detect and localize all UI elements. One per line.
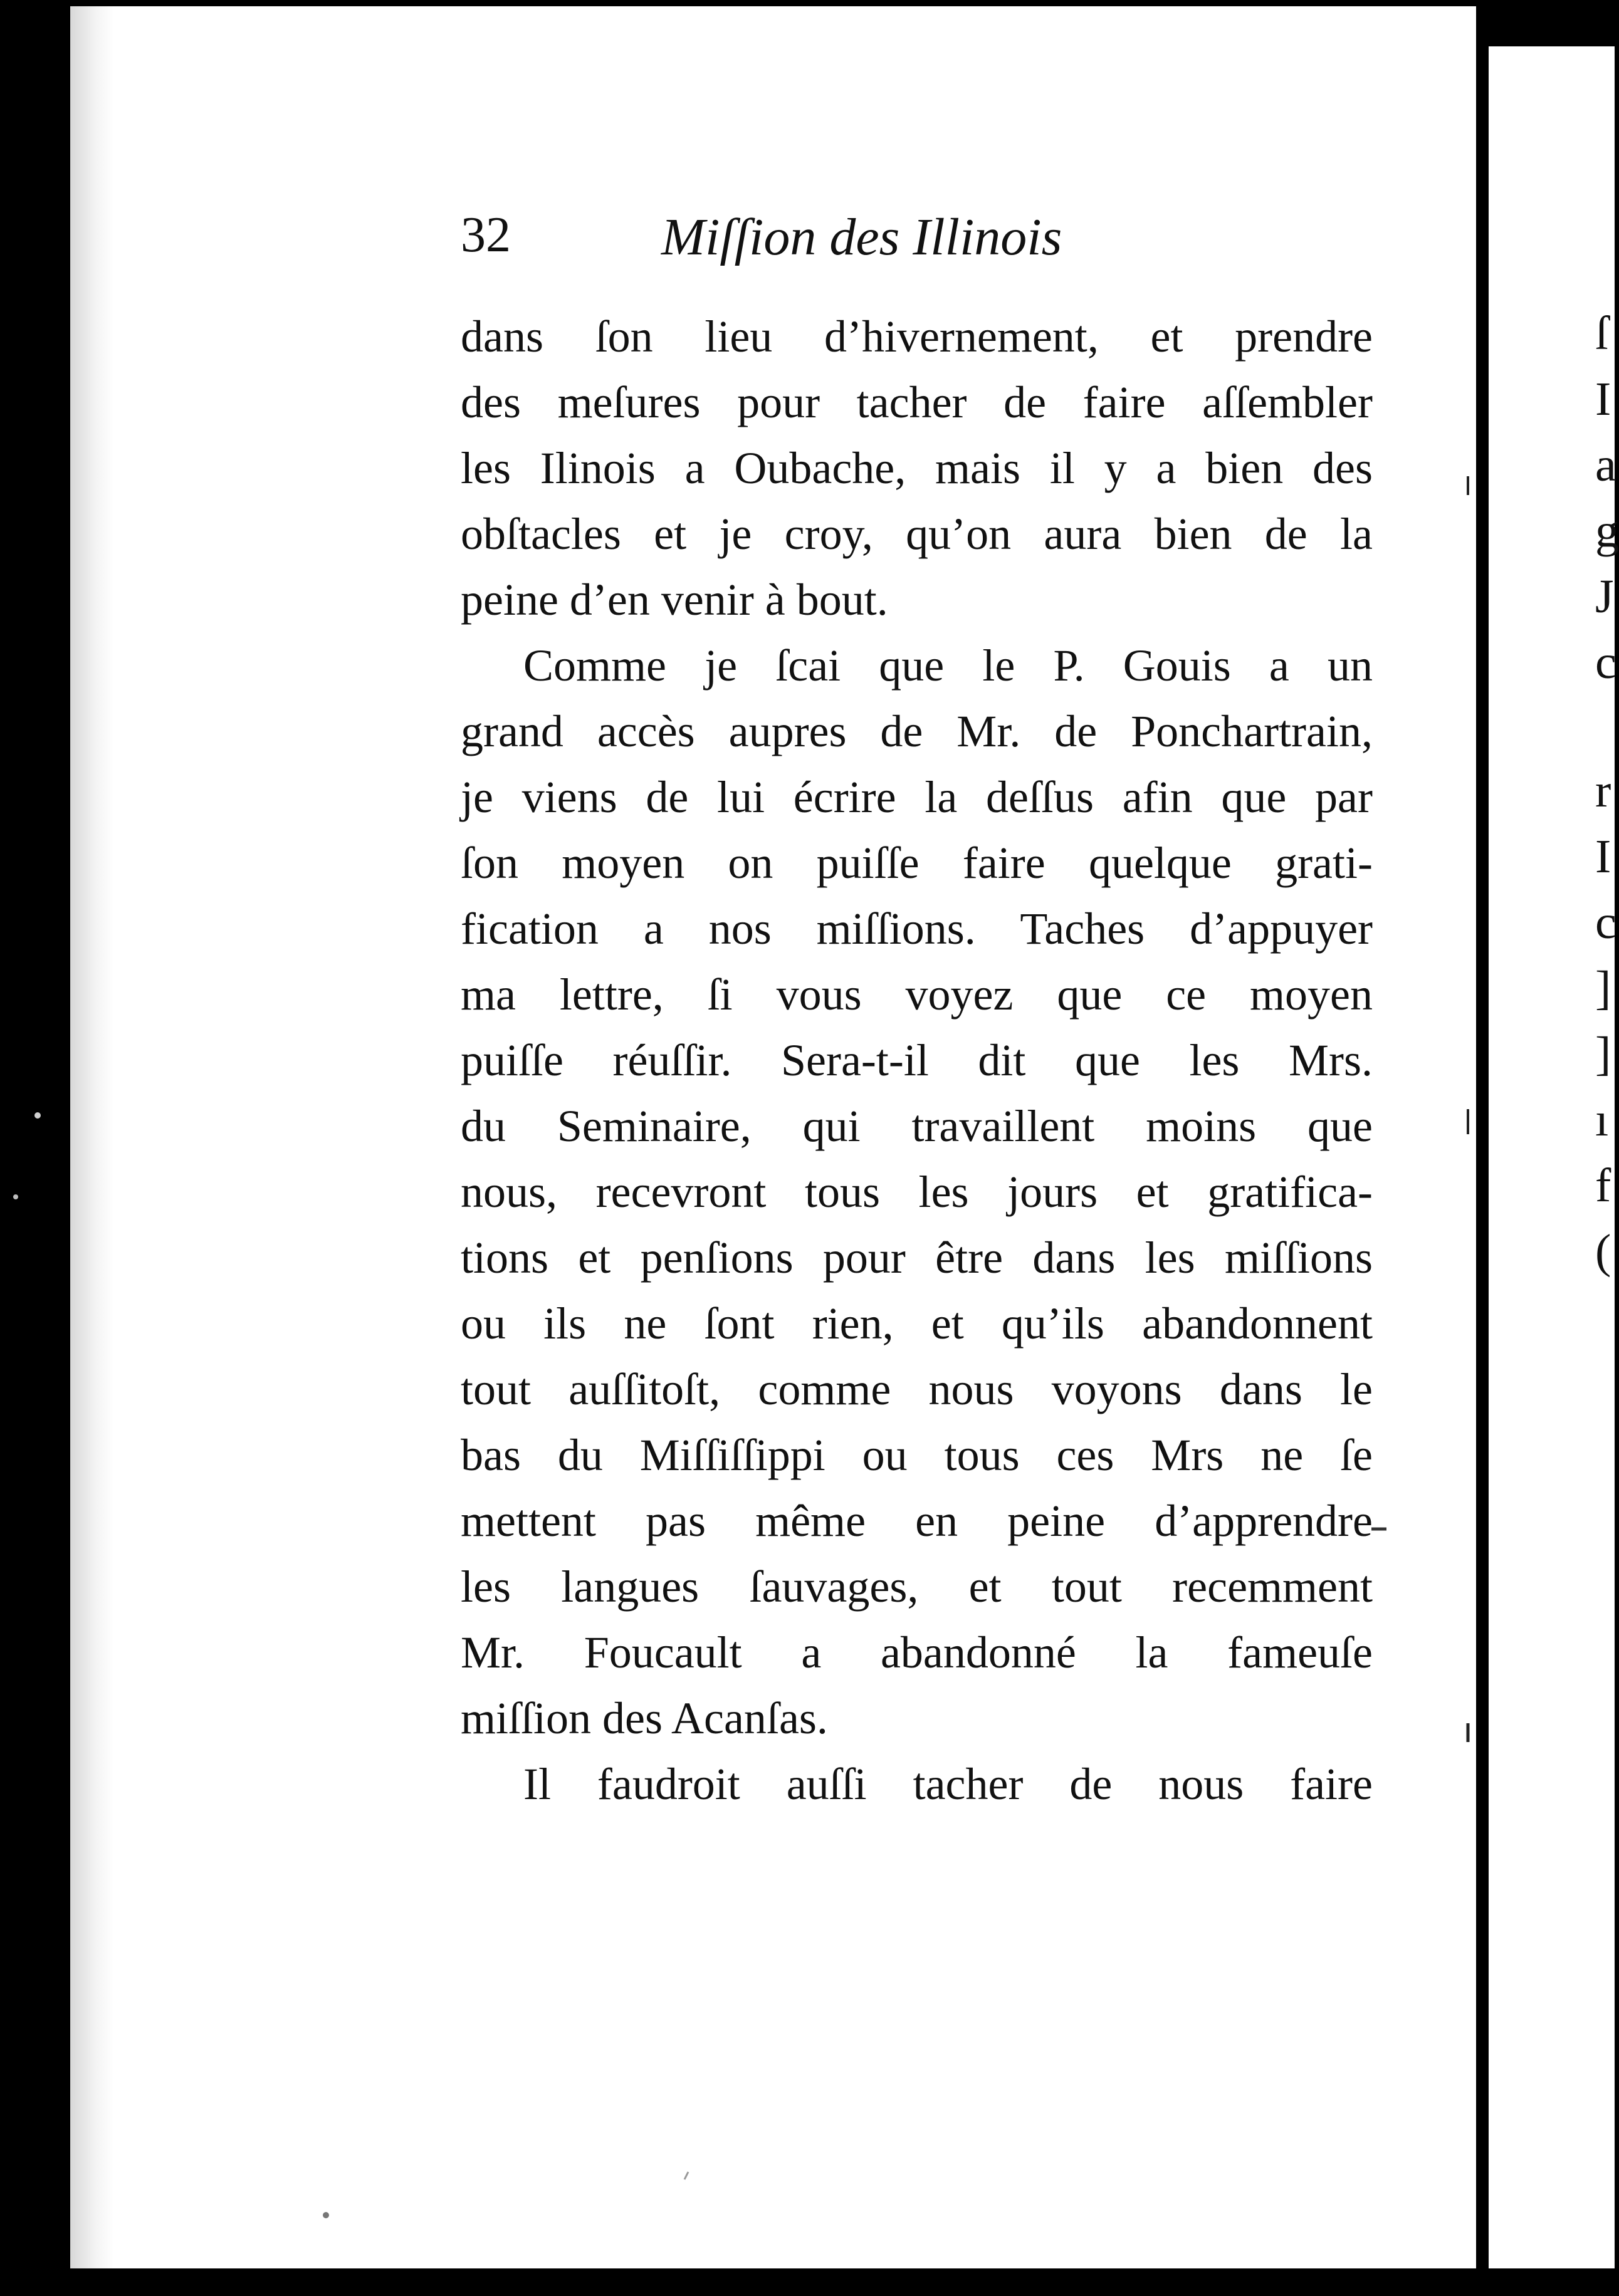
text-line: ma lettre, ſi vous voyez que ce moyen: [461, 969, 1373, 1020]
facing-page-fragment: J: [1595, 570, 1614, 623]
text-line: les Ilinois a Oubache, mais il y a bien des: [461, 443, 1373, 493]
body-text: [461, 304, 1373, 1817]
text-line: les langues ſauvages, et tout recemment: [461, 1562, 1373, 1612]
text-line: Comme je ſcai que le P. Gouis a un: [523, 640, 1373, 691]
text-line: bas du Miſſiſſippi ou tous ces Mrs ne ſe: [461, 1430, 1373, 1480]
text-line: dans ſon lieu d’hivernement, et prendre: [461, 311, 1373, 362]
text-line: miſſion des Acanſas.: [461, 1693, 828, 1743]
facing-page-fragment: ſ: [1595, 307, 1609, 360]
text-line: ſon moyen on puiſſe faire quelque grati-: [461, 838, 1373, 888]
text-line: obſtacles et je croy, qu’on aura bien de la: [461, 509, 1373, 559]
facing-page-edge: [1489, 46, 1619, 2268]
text-line: Il faudroit auſſi tacher de nous faire: [523, 1759, 1373, 1809]
text-line: peine d’en venir à bout.: [461, 575, 888, 625]
facing-page-fragment: I: [1595, 830, 1611, 883]
page-number: 32: [461, 207, 511, 263]
facing-page-fragment: c: [1595, 636, 1616, 689]
speck: [34, 1112, 41, 1119]
text-line: grand accès aupres de Mr. de Ponchartrain,: [461, 706, 1373, 756]
facing-page-fragment: (: [1595, 1225, 1611, 1278]
facing-page-fragment: r: [1595, 764, 1611, 817]
text-line: mettent pas même en peine d’apprendre: [461, 1496, 1373, 1546]
text-line: des meſures pour tacher de faire aſſembler: [461, 377, 1373, 427]
facing-page-fragment: c: [1595, 896, 1616, 949]
text-line: du Seminaire, qui travaillent moins que: [461, 1101, 1373, 1151]
text-line: puiſſe réuſſir. Sera-t-il dit que les Mrs.: [461, 1035, 1373, 1085]
text-line: nous, recevront tous les jours et gratifica-: [461, 1167, 1373, 1217]
facing-page-fragment: I: [1595, 373, 1611, 425]
text-line: ou ils ne ſont rien, et qu’ils abandonnent: [461, 1298, 1373, 1349]
text-line: tions et penſions pour être dans les miſſions: [461, 1233, 1373, 1283]
facing-page-fragment: g: [1595, 504, 1619, 557]
text-line: Mr. Foucault a abandonné la fameuſe: [461, 1627, 1373, 1678]
binding-shadow: [70, 6, 114, 2268]
facing-page-fragment: a: [1595, 439, 1616, 491]
page-header: [461, 207, 1401, 276]
facing-page-fragment: f: [1595, 1159, 1611, 1212]
text-line: tout auſſitoſt, comme nous voyons dans le: [461, 1364, 1373, 1414]
facing-page-fragment: ]: [1595, 1028, 1611, 1080]
running-title: Miſſion des Illinois: [661, 208, 1062, 266]
text-line: fication a nos miſſions. Taches d’appuyer: [461, 904, 1373, 954]
page-gutter: [1476, 0, 1489, 2296]
facing-page-fragment: ı: [1595, 1093, 1609, 1146]
facing-page-fragment: ]: [1595, 962, 1611, 1015]
text-line: je viens de lui écrire la deſſus afin que par: [461, 772, 1373, 822]
speck: [13, 1194, 18, 1199]
